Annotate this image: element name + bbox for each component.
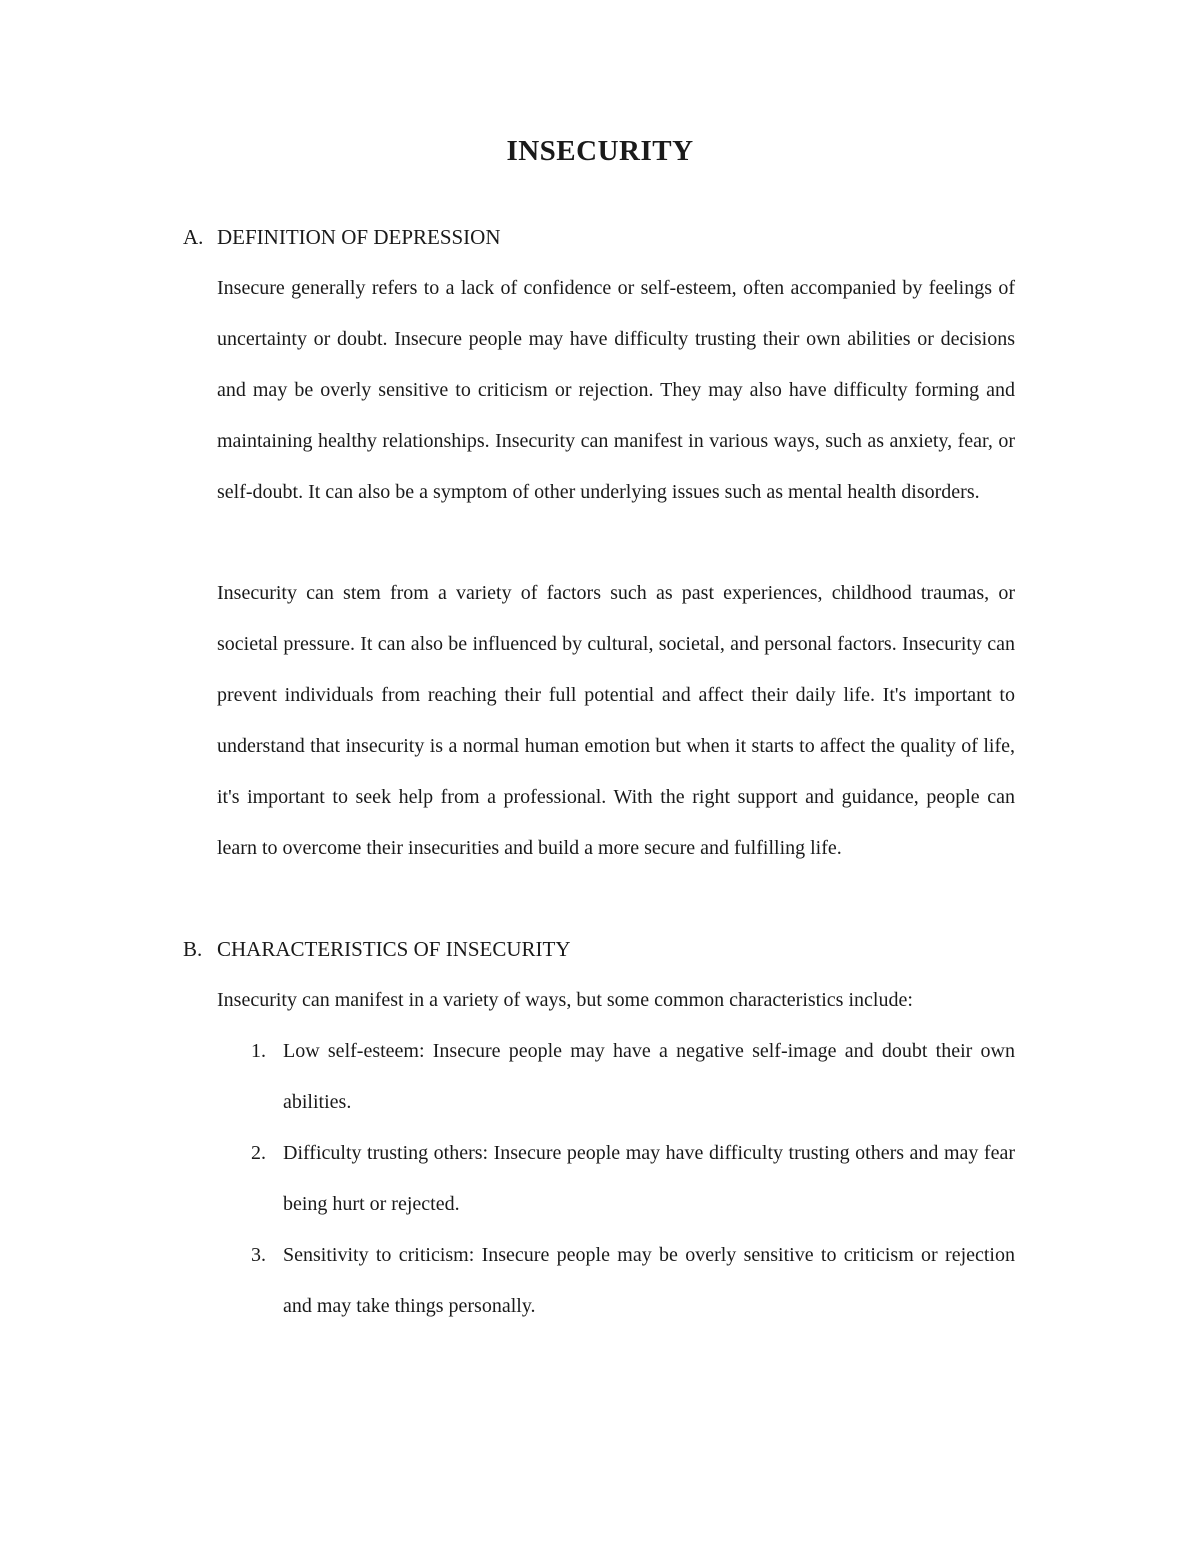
list-item-text: Sensitivity to criticism: Insecure people may be overly sensitive to criticism or rejection and may take things personally.: [283, 1243, 1015, 1317]
paragraph-characteristics-intro: Insecurity can manifest in a variety of ways, but some common characteristics include:: [217, 989, 913, 1011]
section-title-b: CHARACTERISTICS OF INSECURITY: [217, 937, 571, 961]
paragraph-definition-2: Insecurity can stem from a variety of factors such as past experiences, childhood traumas, or societal pressure. It can also be influenced by cultural, societal, and personal factors. Insecurity can prevent individuals from reaching their full potential and affect their daily life. It's important to understand that insecurity is a normal human emotion but when it starts to affect the quality of life, it's important to seek help from a professional. With the right support and guidance, people can learn to overcome their insecurities and build a more secure and fulfilling life.: [217, 582, 1015, 859]
list-item-number: 1.: [251, 1040, 266, 1062]
section-letter-a: A.: [183, 225, 204, 249]
document-title: INSECURITY: [506, 135, 694, 167]
list-item-number: 3.: [251, 1243, 266, 1266]
characteristics-list: [245, 1026, 1015, 1331]
section-heading-a: [183, 212, 1023, 263]
section-title-a: DEFINITION OF DEPRESSION: [217, 225, 501, 249]
list-item-number: 2.: [251, 1141, 266, 1164]
list-item: [245, 1230, 1015, 1332]
section-heading-b: [183, 924, 1023, 975]
list-item-text: Low self-esteem: Insecure people may have a negative self-image and doubt their own abilities.: [283, 1040, 1015, 1113]
paragraph-definition-1: Insecure generally refers to a lack of confidence or self-esteem, often accompanied by feelings of uncertainty or doubt. Insecure people may have difficulty trusting their own abilities or decisions and may be overly sensitive to criticism or rejection. They may also have difficulty forming and maintaining healthy relationships. Insecurity can manifest in various ways, such as anxiety, fear, or self-doubt. It can also be a symptom of other underlying issues such as mental health disorders.: [217, 277, 1015, 503]
list-item: [245, 1128, 1015, 1230]
section-letter-b: B.: [183, 937, 203, 961]
list-item-text: Difficulty trusting others: Insecure people may have difficulty trusting others and may fear being hurt or rejected.: [283, 1141, 1015, 1215]
list-item: [245, 1026, 1015, 1128]
